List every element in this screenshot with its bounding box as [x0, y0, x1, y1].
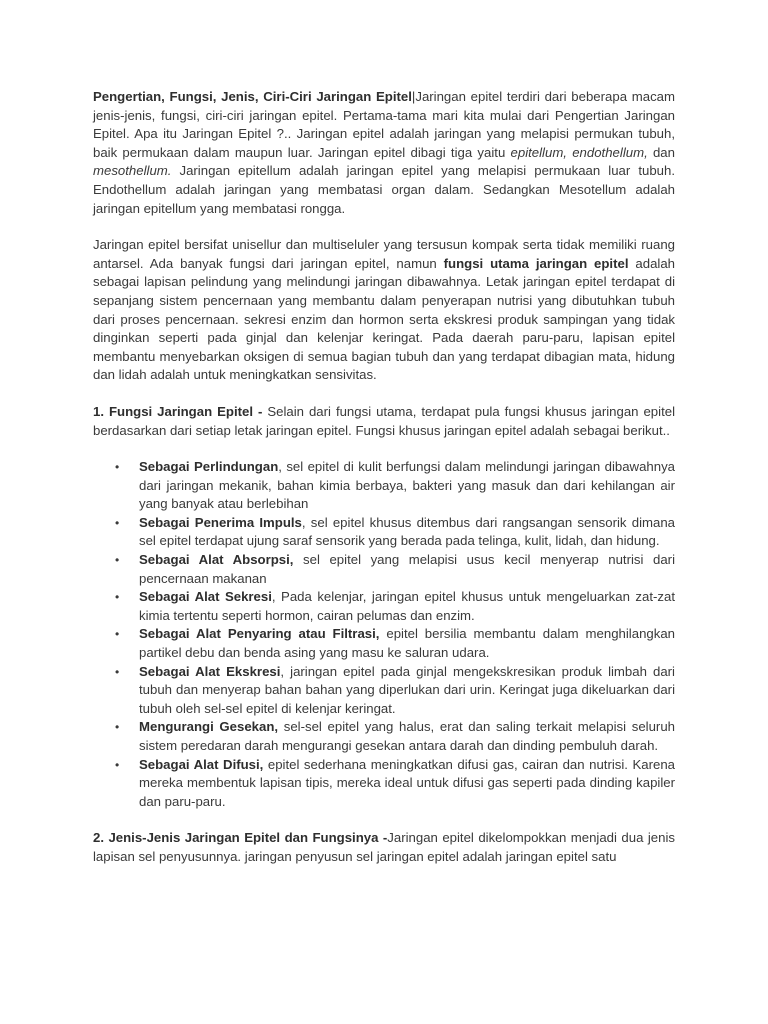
- list-item: [93, 718, 675, 755]
- para2-bold: fungsi utama jaringan epitel: [443, 255, 629, 271]
- bullet-icon: •: [115, 757, 120, 772]
- list-item: [93, 514, 675, 551]
- list-item-text: , Pada kelenjar, jaringan epitel khusus untuk mengeluarkan zat-zat kimia tertentu seperti hormon, cairan pelumas dan enzim.: [139, 589, 675, 623]
- bullet-icon: •: [115, 664, 120, 679]
- function-list: [93, 458, 675, 811]
- intro-title: Pengertian, Fungsi, Jenis, Ciri-Ciri Jaringan Epitel: [93, 89, 412, 104]
- list-item: [93, 663, 675, 719]
- intro-text-3: Jaringan epitellum adalah jaringan epitel yang melapisi permukaan luar tubuh. Endothellum adalah jaringan yang membatasi organ dalam. Sedangkan Mesotellum adalah jaringan epitellum yang membatasi rongga.: [93, 163, 675, 216]
- intro-text-1: |Jaringan epitel terdiri dari beberapa macam jenis-jenis, fungsi, ciri-ciri jaringan epitel. Pertama-tama mari kita mulai dari Pengertian Jaringan Epitel. Apa itu Jaringan Epitel ?.. Jaringan epitel adalah jaringan yang melapisi permukan tubuh, baik permukaan dalam maupun luar. Jaringan epitel dibagi tiga yaitu: [93, 89, 675, 160]
- bullet-icon: •: [115, 553, 120, 568]
- list-item-text: , jaringan epitel pada ginjal mengekskresikan produk limbah dari tubuh dan menyerap bahan bahan yang diperlukan dari urin. Keringat juga dikeluarkan dari tubuh oleh sel-sel epitel di kelenjar keringat.: [139, 663, 675, 716]
- bullet-icon: •: [115, 590, 120, 605]
- list-item-bold: Sebagai Alat Sekresi: [139, 589, 272, 605]
- section2-paragraph: [93, 829, 675, 866]
- intro-italic-2: mesothellum.: [93, 163, 172, 179]
- spacer: [93, 218, 675, 236]
- list-item-text: epitel sederhana meningkatkan difusi gas, cairan dan nutrisi. Karena mereka membentuk lapisan tipis, mereka ideal untuk difusi gas seperti pada dinding kapiler dan paru-paru.: [139, 756, 675, 809]
- spacer: [93, 440, 675, 458]
- list-item-bold: Sebagai Perlindungan: [139, 459, 279, 475]
- intro-text-2: dan: [647, 144, 675, 160]
- section2-text: Jaringan epitel dikelompokkan menjadi dua jenis lapisan sel penyusunnya. jaringan penyusun sel jaringan epitel adalah jaringan epitel satu: [93, 830, 675, 864]
- list-item: [93, 625, 675, 662]
- list-item-bold: Mengurangi Gesekan,: [139, 719, 279, 735]
- bullet-icon: •: [115, 460, 120, 475]
- paragraph-2: [93, 236, 675, 385]
- list-item-bold: Sebagai Penerima Impuls: [139, 514, 302, 530]
- section1-text: Selain dari fungsi utama, terdapat pula fungsi khusus jaringan epitel berdasarkan dari setiap letak jaringan epitel. Fungsi khusus jaringan epitel adalah sebagai berikut..: [93, 403, 675, 438]
- intro-paragraph: [93, 88, 675, 218]
- spacer: [93, 385, 675, 403]
- list-item-bold: Sebagai Alat Ekskresi: [139, 663, 281, 679]
- list-item: [93, 458, 675, 514]
- list-item-text: sel-sel epitel yang halus, erat dan saling terkait melapisi seluruh sistem peredaran darah mengurangi gesekan antara darah dan dinding pembuluh darah.: [139, 719, 675, 753]
- list-item-text: epitel bersilia membantu dalam menghilangkan partikel debu dan benda asing yang masu ke saluran udara.: [139, 626, 676, 661]
- bullet-icon: •: [115, 515, 120, 530]
- list-item: [93, 588, 675, 625]
- section1-paragraph: [93, 403, 675, 440]
- section1-heading: 1. Fungsi Jaringan Epitel -: [93, 403, 263, 419]
- list-item-text: sel epitel yang melapisi usus kecil menyerap nutrisi dari pencernaan makanan: [139, 552, 675, 586]
- intro-italic-1: epitellum, endothellum,: [510, 144, 648, 160]
- list-item-bold: Sebagai Alat Absorpsi,: [139, 552, 294, 568]
- list-item-bold: Sebagai Alat Difusi,: [139, 756, 264, 772]
- bullet-icon: •: [115, 627, 120, 642]
- list-item: [93, 551, 675, 588]
- spacer: [93, 811, 675, 829]
- para2-text-1: Jaringan epitel bersifat unisellur dan multiseluler yang tersusun kompak serta tidak memiliki ruang antarsel. Ada banyak fungsi dari jaringan epitel, namun: [93, 237, 675, 271]
- section2-heading: 2. Jenis-Jenis Jaringan Epitel dan Fungsinya -: [93, 830, 388, 846]
- document-body: [93, 88, 675, 867]
- bullet-icon: •: [115, 720, 120, 735]
- list-item-text: , sel epitel di kulit berfungsi dalam melindungi jaringan dibawahnya dari jaringan mekanik, bahan kimia berbaya, bakteri yang masuk dan dari kehilangan air yang banyak atau berlebihan: [139, 459, 675, 512]
- para2-text-2: adalah sebagai lapisan pelindung yang melindungi jaringan dibawahnya. Letak jaringan epitel terdapat di sepanjang sistem pencernaan yang membantu dalam penyerapan nutrisi yang dibutuhkan tubuh dari proses pencernaan. sekresi enzim dan hormon serta ekskresi produk sampingan yang tidak dinginkan seperti pada ginjal dan kelenjar keringat. Pada daerah paru-paru, lapisan epitel membantu menyebarkan oksigen di semua bagian tubuh dan yang terdapat dibagian mata, hidung dan lidah adalah untuk meningkatkan sensivitas.: [93, 255, 675, 383]
- list-item-bold: Sebagai Alat Penyaring atau Filtrasi,: [139, 626, 380, 642]
- list-item: [93, 756, 675, 812]
- list-item-text: , sel epitel khusus ditembus dari rangsangan sensorik dimana sel epitel terdapat ujung saraf sensorik yang berada pada telinga, kulit, lidah, dan hidung.: [139, 514, 675, 549]
